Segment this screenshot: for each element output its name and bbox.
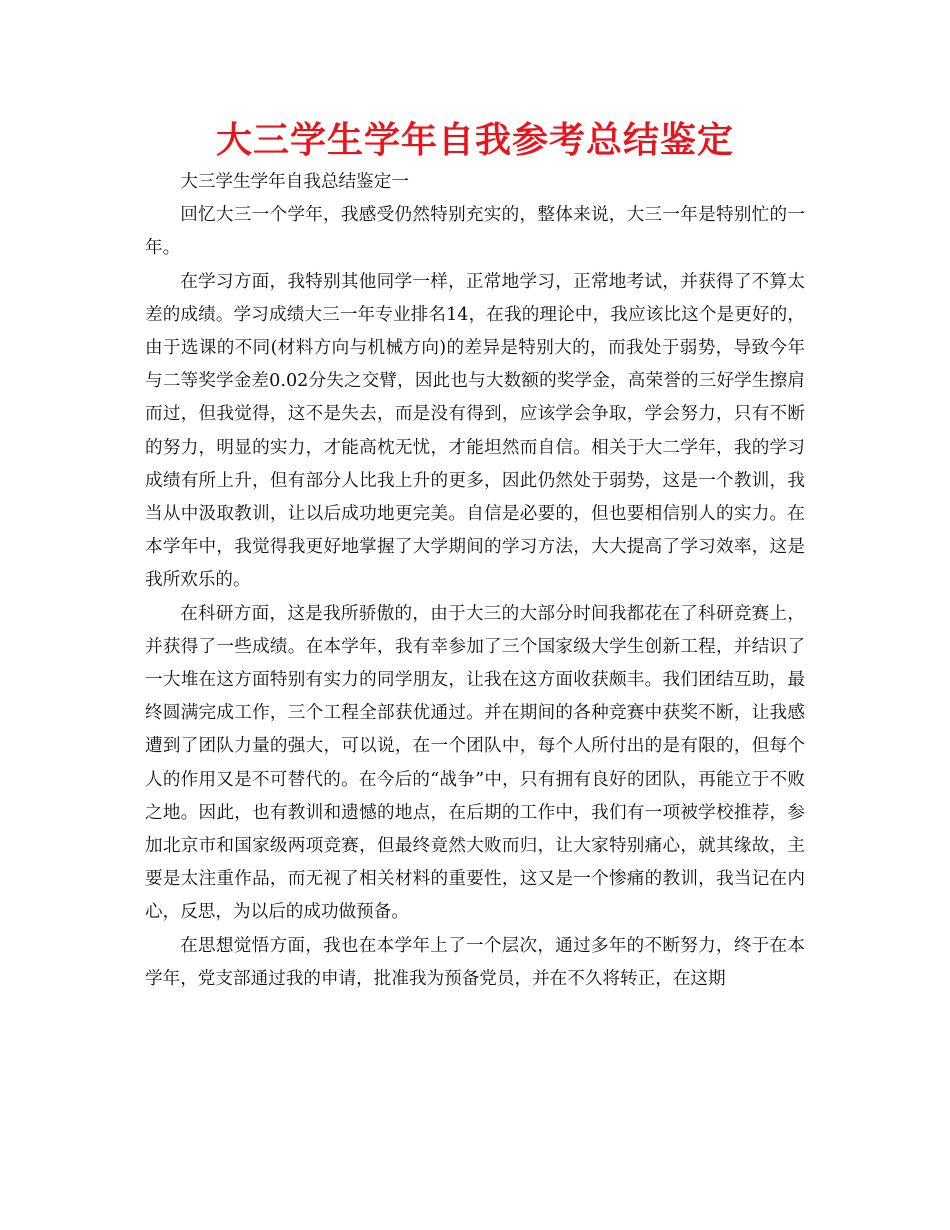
document-title: 大三学生学年自我参考总结鉴定 [215,120,734,161]
document-body [145,166,805,996]
paragraph: 在思想觉悟方面，我也在本学年上了一个层次，通过多年的不断努力，终于在本学年，党支部通过我的申请，批准我为预备党员，并在不久将转正，在这期 [145,935,805,989]
paragraph: 在科研方面，这是我所骄傲的，由于大三的大部分时间我都花在了科研竞赛上，并获得了一些成绩。在本学年，我有幸参加了三个国家级大学生创新工程，并结识了一大堆在这方面特别有实力的同学朋友，让我在这方面收获颇丰。我们团结互助，最终圆满完成工作，三个工程全部获优通过。并在期间的各种竞赛中获奖不断，让我感遭到了团队力量的强大，可以说，在一个团队中，每个人所付出的是有限的，但每个人的作用又是不可替代的。在今后的“战争”中，只有拥有良好的团队，再能立于不败之地。因此，也有教训和遗憾的地点，在后期的工作中，我们有一项被学校推荐，参加北京市和国家级两项竞赛，但最终竟然大败而归，让大家特别痛心，就其缘故，主要是太注重作品，而无视了相关材料的重要性，这又是一个惨痛的教训，我当记在内心，反思，为以后的成功做预备。 [145,603,805,923]
paragraph-heading: 大三学生学年自我总结鉴定一 [180,172,409,192]
paragraph: 回忆大三一个学年，我感受仍然特别充实的，整体来说，大三一年是特别忙的一年。 [145,205,805,259]
paragraph: 在学习方面，我特别其他同学一样，正常地学习，正常地考试，并获得了不算太差的成绩。学习成绩大三一年专业排名14，在我的理论中，我应该比这个是更好的，由于选课的不同(材料方向与机械方向)的差异是特别大的，而我处于弱势，导致今年与二等奖学金差0.02分失之交臂，因此也与大数额的奖学金，高荣誉的三好学生擦肩而过，但我觉得，这不是失去，而是没有得到，应该学会争取，学会努力，只有不断的努力，明显的实力，才能高枕无忧，才能坦然而自信。相关于大二学年，我的学习成绩有所上升，但有部分人比我上升的更多，因此仍然处于弱势，这是一个教训，我当从中汲取教训，让以后成功地更完美。自信是必要的，但也要相信别人的实力。在本学年中，我觉得我更好地掌握了大学期间的学习方法，大大提高了学习效率，这是我所欢乐的。 [145,271,805,591]
